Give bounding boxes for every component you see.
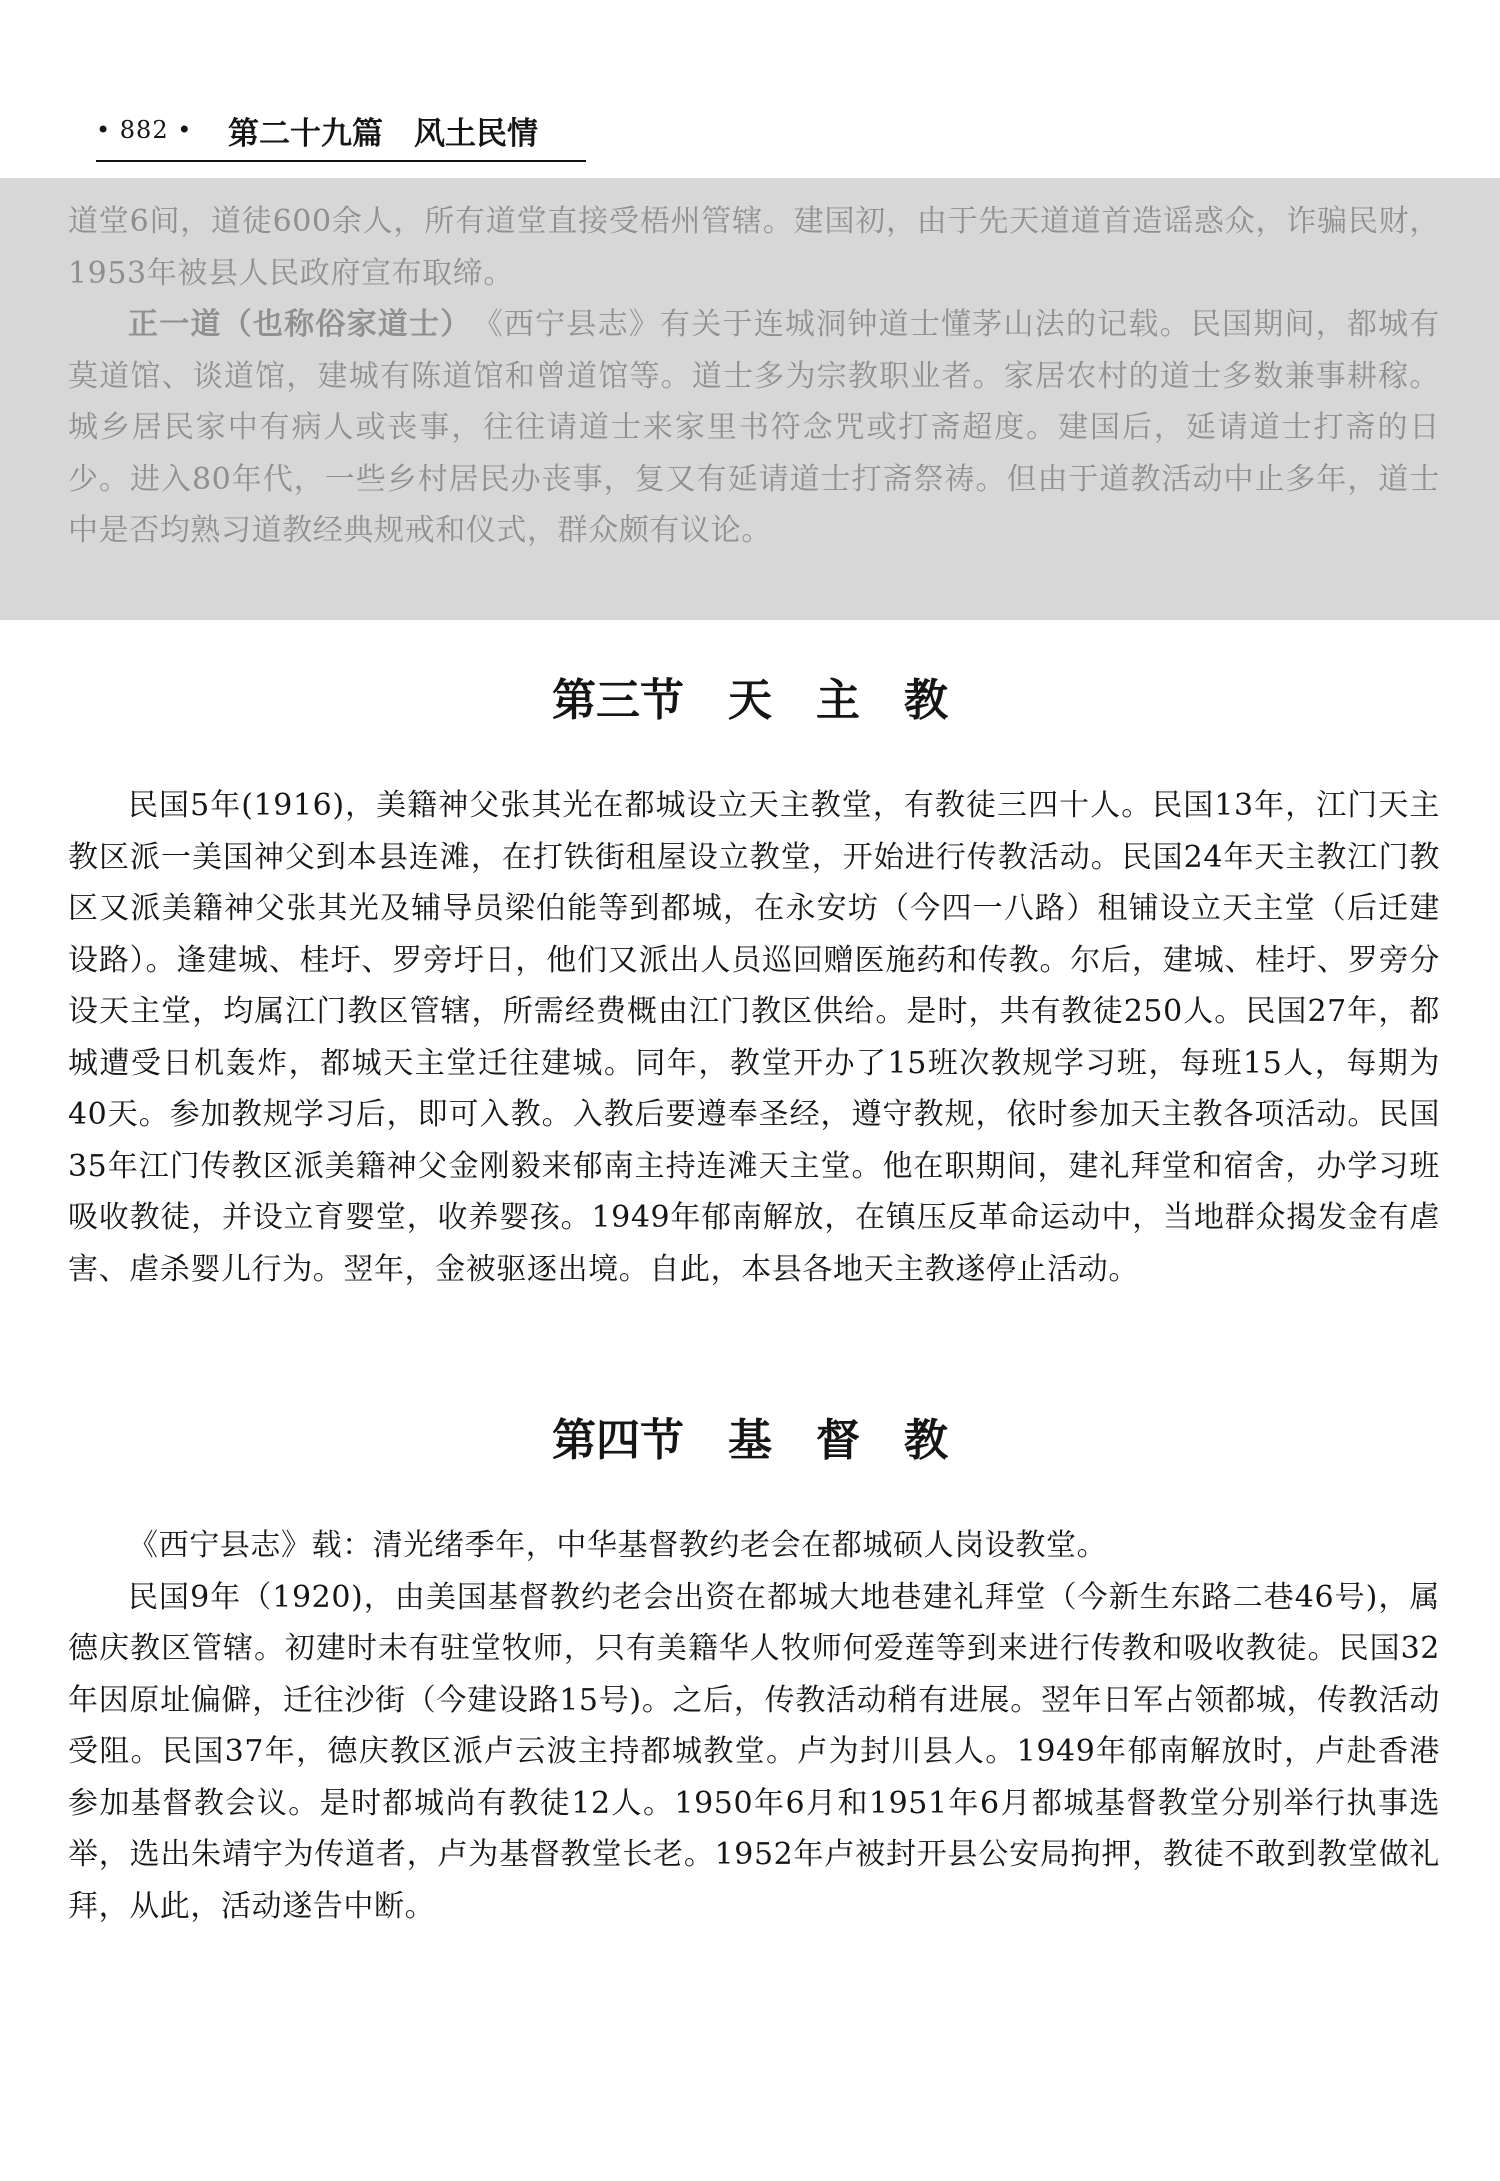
zhengyi-dao-heading: 正一道（也称俗家道士） xyxy=(128,307,457,342)
section-4-paragraph-2: 民国9年（1920)，由美国基督教约老会出资在都城大地巷建礼拜堂（今新生东路二巷46号)，属德庆教区管辖。初建时未有驻堂牧师，只有美籍华人牧师何爱莲等到来进行传教和吸收教徒。民国32年因原址偏僻，迁往沙街（今建设路15号)。之后，传教活动稍有进展。翌年日军占领都城，传教活动受阻。民国37年，德庆教区派卢云波主持都城教堂。卢为封川县人。1949年郁南解放时，卢赴香港参加基督教会议。是时都城尚有教徒12人。1950年6月和1951年6月都城基督教堂分别举行执事选举，选出朱靖宇为传道者，卢为基督教堂长老。1952年卢被封开县公安局拘押，教徒不敢到教堂做礼拜，从此，活动遂告中断。 xyxy=(68,1579,1440,1924)
previous-section-paragraph-2 xyxy=(68,299,1440,557)
section-3-paragraph-1: 民国5年(1916)，美籍神父张其光在都城设立天主教堂，有教徒三四十人。民国13年，江门天主教区派一美国神父到本县连滩，在打铁街租屋设立教堂，开始进行传教活动。民国24年天主教江门教区又派美籍神父张其光及辅导员梁伯能等到都城，在永安坊（今四一八路）租铺设立天主堂（后迁建设路）。逢建城、桂圩、罗旁圩日，他们又派出人员巡回赠医施药和传教。尔后，建城、桂圩、罗旁分设天主堂，均属江门教区管辖，所需经费概由江门教区供给。是时，共有教徒250人。民国27年，都城遭受日机轰炸，都城天主堂迁往建城。同年，教堂开办了15班次教规学习班，每班15人，每期为40天。参加教规学习后，即可入教。入教后要遵奉圣经，遵守教规，依时参加天主教各项活动。民国35年江门传教区派美籍神父金刚毅来郁南主持连滩天主堂。他在职期间，建礼拜堂和宿舍，办学习班吸收教徒，并设立育婴堂，收养婴孩。1949年郁南解放，在镇压反革命运动中，当地群众揭发金有虐害、虐杀婴儿行为。翌年，金被驱逐出境。自此，本县各地天主教遂停止活动。 xyxy=(68,788,1440,1287)
section-3-body xyxy=(68,780,1440,1295)
section-4-paragraph-1: 《西宁县志》载：清光绪季年，中华基督教约老会在都城硕人岗设教堂。 xyxy=(128,1528,1108,1563)
page-header xyxy=(96,108,586,168)
running-title: 第二十九篇 风土民情 xyxy=(228,116,538,152)
previous-section-text xyxy=(68,196,1440,557)
shaded-previous-section xyxy=(0,178,1500,620)
section-4-title: 第四节 基 督 教 xyxy=(552,1415,948,1466)
section-4-body xyxy=(68,1520,1440,1932)
section-3-title: 第三节 天 主 教 xyxy=(552,675,948,726)
header-rule xyxy=(96,160,586,162)
previous-section-paragraph-1: 道堂6间，道徒600余人，所有道堂直接受梧州管辖。建国初，由于先天道道首造谣惑众，诈骗民财，1953年被县人民政府宣布取缔。 xyxy=(68,204,1440,291)
page-number: • 882 • xyxy=(96,116,193,144)
zhengyi-dao-text: 《西宁县志》有关于连城洞钟道士懂茅山法的记载。民国期间，都城有莫道馆、谈道馆，建城有陈道馆和曾道馆等。道士多为宗教职业者。家居农村的道士多数兼事耕稼。城乡居民家中有病人或丧事，往往请道士来家里书符念咒或打斋超度。建国后，延请道士打斋的日少。进入80年代，一些乡村居民办丧事，复又有延请道士打斋祭祷。但由于道教活动中止多年，道士中是否均熟习道教经典规戒和仪式，群众颇有议论。 xyxy=(68,307,1440,548)
